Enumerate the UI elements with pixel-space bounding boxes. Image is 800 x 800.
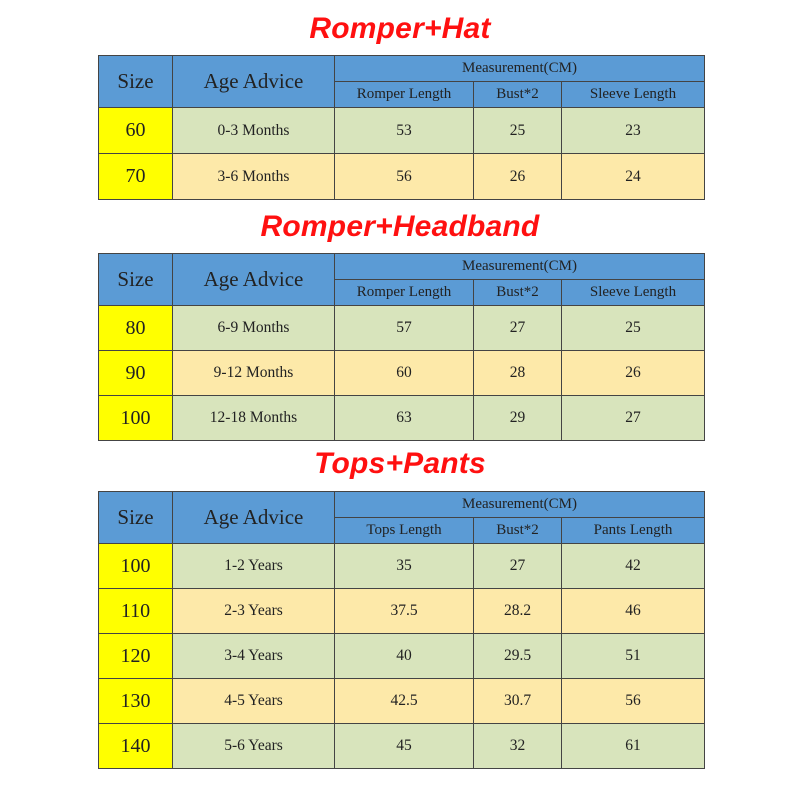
size-cell: 100 <box>99 544 173 589</box>
value-cell: 45 <box>335 724 474 769</box>
size-chart-tops-pants <box>98 491 705 769</box>
value-cell: 29.5 <box>474 634 562 679</box>
header-col-2: Bust*2 <box>474 82 562 108</box>
section-title-romper-headband: Romper+Headband <box>260 210 540 243</box>
value-cell: 29 <box>474 396 562 441</box>
size-cell: 80 <box>99 306 173 351</box>
table-row <box>99 108 705 154</box>
age-cell: 6-9 Months <box>173 306 335 351</box>
header-col-1: Romper Length <box>335 280 474 306</box>
value-cell: 26 <box>562 351 705 396</box>
value-cell: 32 <box>474 724 562 769</box>
value-cell: 42 <box>562 544 705 589</box>
size-cell: 60 <box>99 108 173 154</box>
value-cell: 24 <box>562 154 705 200</box>
value-cell: 61 <box>562 724 705 769</box>
value-cell: 27 <box>474 544 562 589</box>
value-cell: 51 <box>562 634 705 679</box>
size-cell: 110 <box>99 589 173 634</box>
table-row <box>99 544 705 589</box>
table-row <box>99 306 705 351</box>
table-row <box>99 396 705 441</box>
value-cell: 25 <box>562 306 705 351</box>
value-cell: 25 <box>474 108 562 154</box>
value-cell: 40 <box>335 634 474 679</box>
age-cell: 3-4 Years <box>173 634 335 679</box>
table-row <box>99 154 705 200</box>
header-age-advice: Age Advice <box>173 56 335 108</box>
size-cell: 70 <box>99 154 173 200</box>
size-chart-romper-hat <box>98 55 705 200</box>
value-cell: 42.5 <box>335 679 474 724</box>
section-title-romper-hat: Romper+Hat <box>309 12 491 45</box>
value-cell: 57 <box>335 306 474 351</box>
value-cell: 28 <box>474 351 562 396</box>
header-col-2: Bust*2 <box>474 518 562 544</box>
table-row <box>99 589 705 634</box>
value-cell: 37.5 <box>335 589 474 634</box>
age-cell: 4-5 Years <box>173 679 335 724</box>
header-col-1: Romper Length <box>335 82 474 108</box>
table-row <box>99 724 705 769</box>
header-age-advice: Age Advice <box>173 254 335 306</box>
size-cell: 90 <box>99 351 173 396</box>
age-cell: 12-18 Months <box>173 396 335 441</box>
value-cell: 56 <box>335 154 474 200</box>
value-cell: 35 <box>335 544 474 589</box>
size-cell: 140 <box>99 724 173 769</box>
value-cell: 60 <box>335 351 474 396</box>
age-cell: 2-3 Years <box>173 589 335 634</box>
age-cell: 3-6 Months <box>173 154 335 200</box>
header-col-3: Sleeve Length <box>562 82 705 108</box>
value-cell: 30.7 <box>474 679 562 724</box>
table-row <box>99 679 705 724</box>
header-col-3: Sleeve Length <box>562 280 705 306</box>
age-cell: 9-12 Months <box>173 351 335 396</box>
age-cell: 1-2 Years <box>173 544 335 589</box>
value-cell: 26 <box>474 154 562 200</box>
header-col-2: Bust*2 <box>474 280 562 306</box>
size-chart-romper-headband <box>98 253 705 441</box>
header-age-advice: Age Advice <box>173 492 335 544</box>
table-row <box>99 351 705 396</box>
header-size: Size <box>99 492 173 544</box>
size-cell: 120 <box>99 634 173 679</box>
section-title-tops-pants: Tops+Pants <box>314 447 486 480</box>
value-cell: 53 <box>335 108 474 154</box>
header-col-3: Pants Length <box>562 518 705 544</box>
header-measurement: Measurement(CM) <box>335 254 705 280</box>
header-measurement: Measurement(CM) <box>335 492 705 518</box>
size-cell: 100 <box>99 396 173 441</box>
value-cell: 28.2 <box>474 589 562 634</box>
value-cell: 56 <box>562 679 705 724</box>
value-cell: 23 <box>562 108 705 154</box>
header-size: Size <box>99 254 173 306</box>
value-cell: 46 <box>562 589 705 634</box>
header-size: Size <box>99 56 173 108</box>
age-cell: 5-6 Years <box>173 724 335 769</box>
header-measurement: Measurement(CM) <box>335 56 705 82</box>
age-cell: 0-3 Months <box>173 108 335 154</box>
table-row <box>99 634 705 679</box>
value-cell: 63 <box>335 396 474 441</box>
value-cell: 27 <box>474 306 562 351</box>
size-cell: 130 <box>99 679 173 724</box>
value-cell: 27 <box>562 396 705 441</box>
header-col-1: Tops Length <box>335 518 474 544</box>
